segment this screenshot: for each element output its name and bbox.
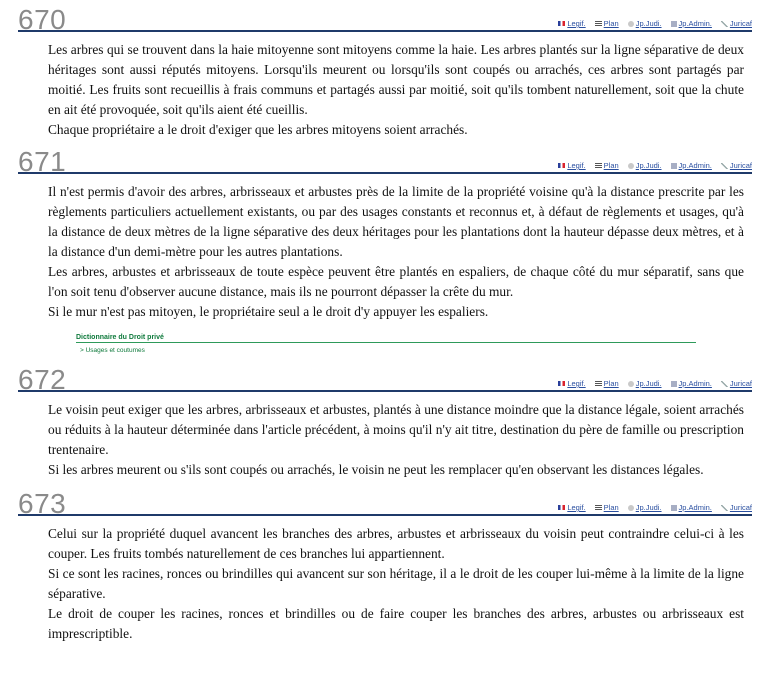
article-3 [0, 486, 768, 644]
french-flag-icon [558, 381, 565, 386]
link-jp-judi[interactable] [628, 379, 662, 388]
link-juricaf[interactable] [721, 503, 752, 512]
article-number: 673 [18, 488, 67, 519]
list-icon [595, 381, 602, 386]
link-jp-judi[interactable] [628, 19, 662, 28]
link-juricaf[interactable] [721, 19, 752, 28]
link-label: Jp.Judi. [635, 503, 662, 512]
link-label: Jp.Admin. [678, 19, 712, 28]
article-0 [0, 2, 768, 140]
link-label: Plan [603, 379, 619, 388]
paragraph: Le voisin peut exiger que les arbres, arbrisseaux et arbustes, plantés à une distance moindre que la distance légale, soient arrachés ou réduits à la hauteur déterminée dans l'article précédent, à moins qu'il n'y ait titre, destination du père de famille ou prescription trentenaire. [48, 402, 744, 457]
article-links [558, 503, 752, 512]
link-label: Jp.Admin. [678, 161, 712, 170]
list-icon [595, 163, 602, 168]
french-flag-icon [558, 505, 565, 510]
link-legif[interactable] [558, 19, 585, 28]
link-legif[interactable] [558, 503, 585, 512]
link-plan[interactable] [595, 379, 619, 388]
paragraph: Il n'est permis d'avoir des arbres, arbrisseaux et arbustes près de la limite de la propriété voisine qu'à la distance prescrite par les règlements particuliers actuellement existants, ou par des usages constants et reconnus et, à défaut de règlements et usages, qu'à la distance de deux mètres de la ligne séparative des deux héritages pour les plantations dont la hauteur dépasse deux mètres, et à la distance d'un demi-mètre pour les autres plantations. [48, 184, 744, 259]
article-2 [0, 362, 768, 480]
french-flag-icon [558, 163, 565, 168]
link-label: Jp.Admin. [678, 379, 712, 388]
list-icon [595, 21, 602, 26]
article-text [48, 400, 744, 480]
paragraph: Les arbres qui se trouvent dans la haie mitoyenne sont mitoyens comme la haie. Les arbres plantés sur la ligne séparative de deux héritages sont aussi réputés mitoyens. Lorsqu'ils meurent ou lorsqu'ils sont coupés ou arrachés, ces arbres sont partagés par moitié. Les fruits sont recueillis à frais communs et partagés aussi par moitié, soit qu'ils tombent naturellement, soit que la chute en ait été provoquée, soit qu'ils aient été cueillis. [48, 42, 744, 117]
dictionary-link[interactable]: > Usages et coutumes [80, 347, 145, 354]
circle-icon [628, 163, 634, 169]
circle-icon [628, 505, 634, 511]
link-jp-admin[interactable] [671, 379, 712, 388]
link-label: Juricaf [729, 161, 752, 170]
dictionary-title: Dictionnaire du Droit privé [76, 334, 696, 343]
link-jp-admin[interactable] [671, 19, 712, 28]
list-icon [595, 505, 602, 510]
article-header [18, 362, 752, 395]
circle-icon [628, 381, 634, 387]
link-juricaf[interactable] [721, 379, 752, 388]
link-plan[interactable] [595, 161, 619, 170]
scales-icon [721, 21, 728, 27]
link-jp-judi[interactable] [628, 503, 662, 512]
circle-icon [628, 21, 634, 27]
link-label: Legif. [567, 379, 586, 388]
link-label: Jp.Admin. [678, 503, 712, 512]
link-label: Plan [603, 161, 619, 170]
article-links [558, 161, 752, 170]
french-flag-icon [558, 21, 565, 26]
article-header [18, 2, 752, 35]
link-jp-admin[interactable] [671, 503, 712, 512]
link-label: Juricaf [729, 19, 752, 28]
link-jp-judi[interactable] [628, 161, 662, 170]
link-label: Legif. [567, 161, 586, 170]
link-juricaf[interactable] [721, 161, 752, 170]
paragraph: Les arbres, arbustes et arbrisseaux de toute espèce peuvent être plantés en espaliers, de chaque côté du mur séparatif, sans que l'on soit tenu d'observer aucune distance, mais ils ne pourront dépasser la crête du mur. [48, 264, 744, 299]
article-text [48, 40, 744, 140]
scales-icon [721, 163, 728, 169]
article-links [558, 19, 752, 28]
article-number: 670 [18, 4, 67, 35]
link-label: Jp.Judi. [635, 161, 662, 170]
article-text [48, 182, 744, 322]
link-label: Juricaf [729, 503, 752, 512]
link-label: Juricaf [729, 379, 752, 388]
link-label: Legif. [567, 19, 586, 28]
article-1 [0, 144, 768, 354]
book-icon [671, 505, 677, 511]
document [0, 2, 768, 644]
paragraph: Si le mur n'est pas mitoyen, le propriétaire seul a le droit d'y appuyer les espaliers. [48, 304, 489, 319]
book-icon [671, 163, 677, 169]
scales-icon [721, 381, 728, 387]
article-header [18, 144, 752, 177]
link-label: Plan [603, 19, 619, 28]
paragraph: Celui sur la propriété duquel avancent les branches des arbres, arbustes et arbrisseaux du voisin peut contraindre celui-ci à les couper. Les fruits tombés naturellement de ces branches lui appartiennent. [48, 526, 744, 561]
paragraph: Si les arbres meurent ou s'ils sont coupés ou arrachés, le voisin ne peut les remplacer qu'en observant les distances légales. [48, 462, 704, 477]
article-header [18, 486, 752, 519]
link-legif[interactable] [558, 161, 585, 170]
paragraph: Le droit de couper les racines, ronces et brindilles ou de faire couper les branches des arbres, arbustes ou arbrisseaux est imprescriptible. [48, 606, 744, 641]
book-icon [671, 21, 677, 27]
link-jp-admin[interactable] [671, 161, 712, 170]
article-number: 672 [18, 364, 67, 395]
link-plan[interactable] [595, 19, 619, 28]
article-links [558, 379, 752, 388]
paragraph: Si ce sont les racines, ronces ou brindilles qui avancent sur son héritage, il a le droit de les couper lui-même à la limite de la ligne séparative. [48, 566, 744, 601]
book-icon [671, 381, 677, 387]
link-label: Jp.Judi. [635, 379, 662, 388]
link-label: Plan [603, 503, 619, 512]
article-number: 671 [18, 146, 67, 177]
link-legif[interactable] [558, 379, 585, 388]
link-label: Jp.Judi. [635, 19, 662, 28]
article-text [48, 524, 744, 644]
dictionary-box [76, 334, 696, 354]
scales-icon [721, 505, 728, 511]
paragraph: Chaque propriétaire a le droit d'exiger que les arbres mitoyens soient arrachés. [48, 122, 468, 137]
link-label: Legif. [567, 503, 586, 512]
link-plan[interactable] [595, 503, 619, 512]
